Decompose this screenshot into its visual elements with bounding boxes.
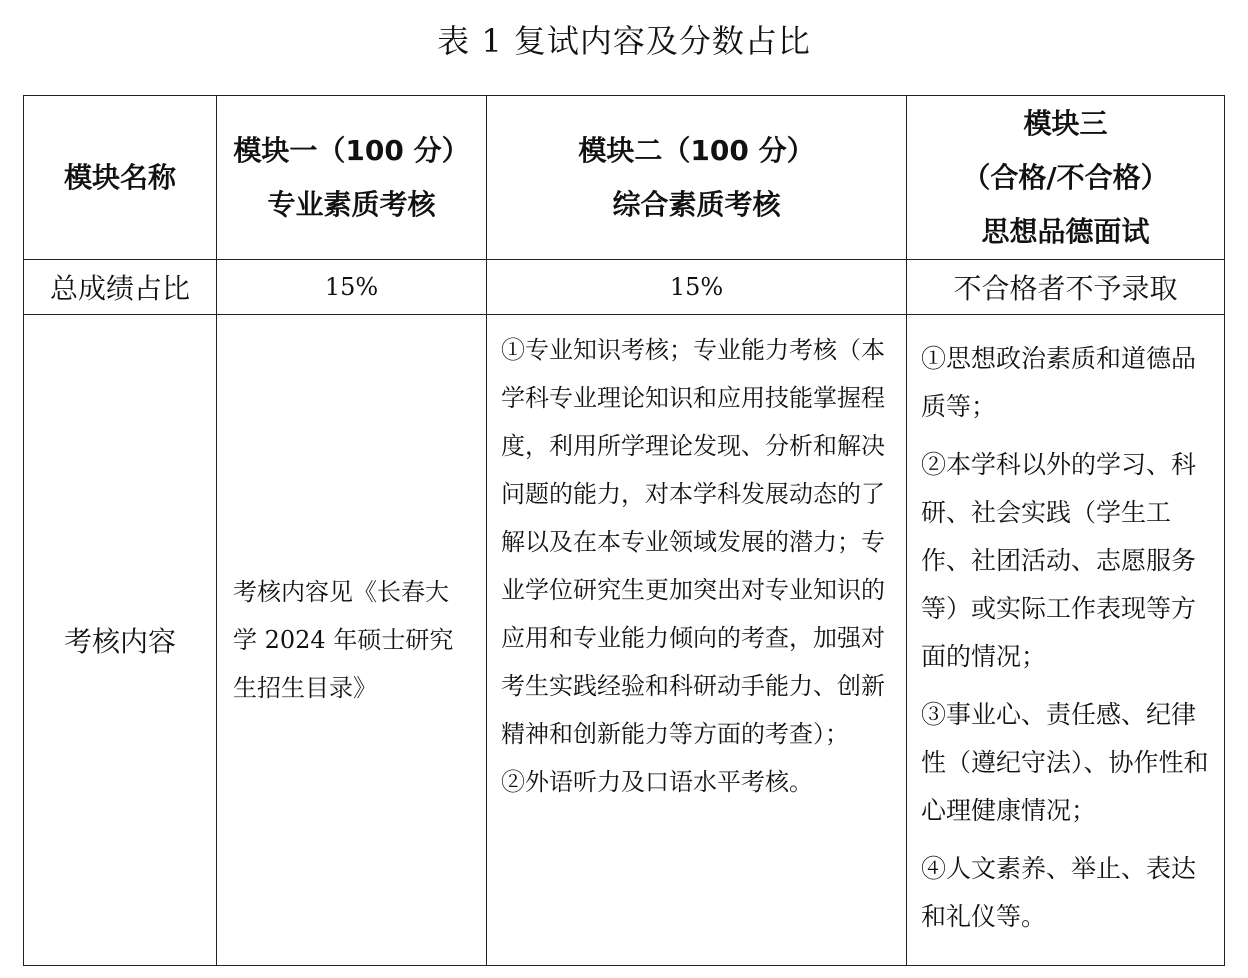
header-module-name	[24, 96, 217, 260]
score-table	[23, 95, 1225, 966]
header-module-two-subtitle: 综合素质考核	[612, 187, 781, 221]
content-module-two: ①专业知识考核；专业能力考核（本学科专业理论知识和应用技能掌握程度，利用所学理论发现、分析和解决问题的能力，对本学科发展动态的了解以及在本专业领域发展的潜力；专业学位研究生更加突出对专业知识的应用和专业能力倾向的考查，加强对考生实践经验和科研动手能力、创新精神和创新能力等方面的考查）； ②外语听力及口语水平考核。	[487, 315, 907, 966]
header-module-name-text: 模块名称	[63, 160, 176, 194]
header-module-two-title: 模块二（100 分）	[578, 133, 815, 167]
header-module-three	[907, 96, 1225, 260]
content-module-three-item: ③事业心、责任感、纪律性（遵纪守法）、协作性和心理健康情况；	[921, 700, 1209, 825]
ratio-module-three: 不合格者不予录取	[907, 260, 1225, 315]
content-row	[24, 315, 1225, 966]
content-module-three-item: ①思想政治素质和道德品质等；	[921, 344, 1197, 421]
ratio-module-two: 15%	[487, 260, 907, 315]
ratio-row-label: 总成绩占比	[24, 260, 217, 315]
header-module-two	[487, 96, 907, 260]
header-module-three-subtitle: 思想品德面试	[981, 214, 1150, 248]
ratio-module-one: 15%	[217, 260, 487, 315]
header-row	[24, 96, 1225, 260]
header-module-one	[217, 96, 487, 260]
content-module-three-item: ②本学科以外的学习、科研、社会实践（学生工作、社团活动、志愿服务等）或实际工作表现等方面的情况；	[921, 450, 1197, 671]
content-row-label: 考核内容	[24, 315, 217, 966]
header-module-three-title: 模块三	[1023, 106, 1108, 140]
ratio-row	[24, 260, 1225, 315]
content-module-one: 考核内容见《长春大学 2024 年硕士研究生招生目录》	[217, 315, 487, 966]
table-caption: 表 1 复试内容及分数占比	[437, 22, 811, 60]
content-module-three-item: ④人文素养、举止、表达和礼仪等。	[921, 854, 1197, 931]
header-module-one-subtitle: 专业素质考核	[267, 187, 436, 221]
content-module-three	[907, 315, 1225, 966]
header-module-three-grading: （合格/不合格）	[962, 160, 1169, 194]
header-module-one-title: 模块一（100 分）	[233, 133, 470, 167]
